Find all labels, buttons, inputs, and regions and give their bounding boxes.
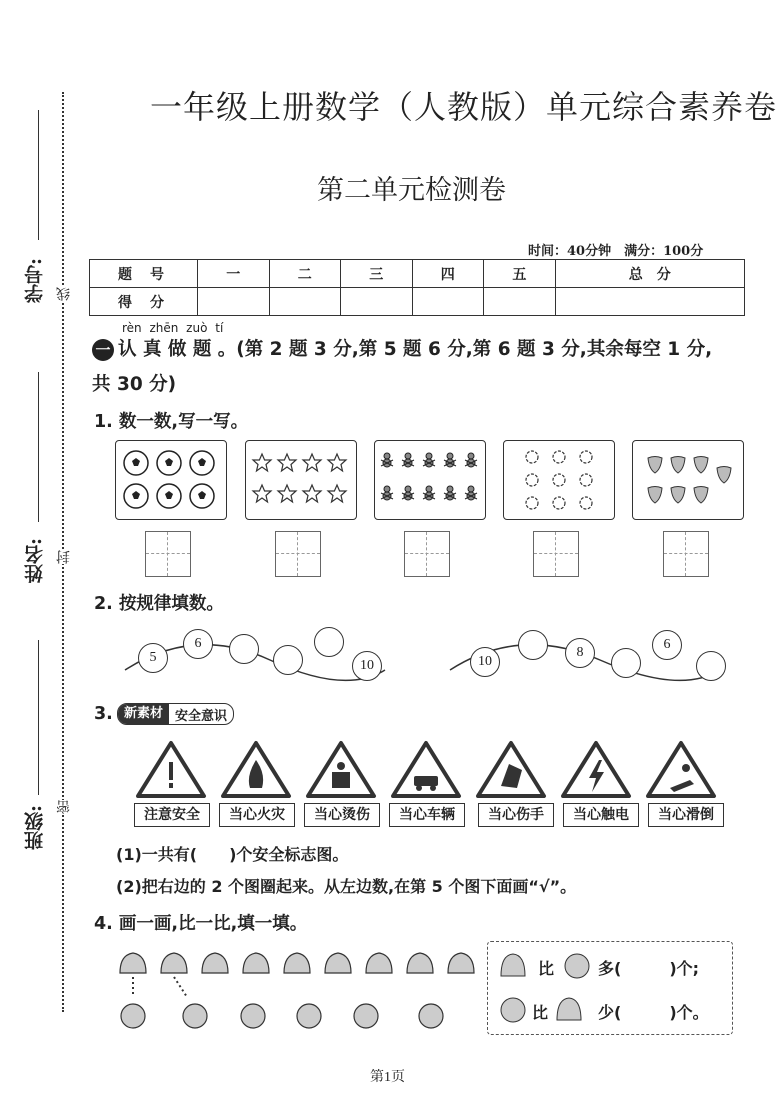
section-heading-text: 认 真 做 题 。(第 2 题 3 分,第 5 题 6 分,第 6 题 3 分,其余每空 1 分, [118, 339, 713, 360]
score-header-cell: 题号 [90, 260, 198, 288]
peaches-and-apples [115, 945, 485, 1035]
flowers-icon [504, 441, 614, 519]
score-header-cell: 四 [412, 260, 484, 288]
class-blank [38, 640, 39, 795]
fill2-compare: 比 [532, 1003, 549, 1022]
score-cell[interactable] [198, 288, 270, 316]
sign-label: 当心滑倒 [648, 803, 724, 827]
peach-icon [498, 950, 528, 980]
question-3-sub1: (1)一共有( )个安全标志图。 [116, 845, 349, 864]
page-number: 第1页 [370, 1070, 405, 1085]
chain-left-circle: 10 [352, 651, 382, 681]
score-cell[interactable] [555, 288, 744, 316]
peach-icon [554, 994, 584, 1024]
score-table-score-row [90, 288, 745, 316]
name-blank [38, 372, 39, 522]
section-number-badge: 一 [92, 339, 114, 361]
answer-box[interactable] [533, 531, 579, 577]
apple-icon [121, 1004, 443, 1028]
fill1-compare: 比 [538, 959, 555, 978]
seal-char-seal: 封 [56, 550, 72, 564]
picture-box-ants [374, 440, 486, 520]
chain-right-circle: 10 [470, 647, 500, 677]
page-subtitle: 第二单元检测卷 [317, 175, 506, 206]
score-cell[interactable] [484, 288, 556, 316]
warning-signs-row [134, 738, 744, 800]
class-label: 班级: [24, 805, 46, 851]
answer-box[interactable] [404, 531, 450, 577]
score-table [89, 259, 745, 316]
sign-label: 当心烫伤 [304, 803, 380, 827]
fill2-less[interactable]: 少( )个。 [598, 1003, 709, 1022]
answer-box[interactable] [145, 531, 191, 577]
question-4-text: 4. 画一画,比一比,填一填。 [94, 914, 308, 934]
student-id-label: 学号: [24, 258, 46, 304]
answer-box[interactable] [275, 531, 321, 577]
question-3-text: 3. [94, 704, 113, 724]
sign-label: 当心火灾 [219, 803, 295, 827]
score-cell[interactable] [341, 288, 413, 316]
score-header-cell: 一 [198, 260, 270, 288]
section-heading [92, 332, 712, 402]
picture-box-soccer-balls [115, 440, 227, 520]
picture-box-flowers [503, 440, 615, 520]
picture-box-stars [245, 440, 357, 520]
soccer-balls-icon [116, 441, 226, 519]
score-header-cell: 五 [484, 260, 556, 288]
sign-label: 当心车辆 [389, 803, 465, 827]
score-cell[interactable] [412, 288, 484, 316]
chain-right-circle[interactable] [696, 651, 726, 681]
student-id-blank [38, 110, 39, 240]
score-header-cell: 三 [341, 260, 413, 288]
answer-box[interactable] [663, 531, 709, 577]
score-header-cell: 总 分 [555, 260, 744, 288]
chain-left-circle[interactable] [229, 634, 259, 664]
apple-icon [498, 994, 528, 1024]
time-info: 时间：40分钟 满分：100分 [528, 244, 704, 259]
apple-icon [562, 950, 592, 980]
score-table-header-row [90, 260, 745, 288]
new-material-tag [117, 703, 234, 725]
chain-left-circle[interactable] [273, 645, 303, 675]
tag-safety-awareness: 安全意识 [175, 708, 228, 724]
question-2-text: 2. 按规律填数。 [94, 594, 224, 614]
score-row-label: 得分 [90, 288, 198, 316]
picture-box-strawberries [632, 440, 744, 520]
chain-left-circle: 5 [138, 643, 168, 673]
seal-char-line: 线 [56, 287, 72, 301]
tag-new-material: 新素材 [118, 704, 169, 724]
vehicle-hazard-icon [393, 743, 459, 796]
fill1-more[interactable]: 多( )个; [598, 959, 700, 978]
seal-char-secret: 密 [56, 800, 72, 814]
sign-label: 当心伤手 [478, 803, 554, 827]
chain-left-circle[interactable] [314, 627, 344, 657]
question-3-sub2: (2)把右边的 2 个图圈起来。从左边数,在第 5 个图下面画“√”。 [116, 877, 577, 896]
strawberries-icon [633, 441, 743, 519]
question-1-text: 1. 数一数,写一写。 [94, 412, 249, 432]
stars-icon [246, 441, 356, 519]
section-pinyin: rèn zhēn zuò tí [122, 321, 224, 335]
name-label: 姓名: [24, 538, 46, 584]
chain-right-circle[interactable] [611, 648, 641, 678]
chain-right-circle: 8 [565, 638, 595, 668]
chain-right-circle[interactable] [518, 630, 548, 660]
compare-fill-box [487, 941, 733, 1035]
sign-label: 当心触电 [563, 803, 639, 827]
score-cell[interactable] [269, 288, 341, 316]
ants-icon [375, 441, 485, 519]
chain-right-circle: 6 [652, 630, 682, 660]
peach-icon [120, 953, 474, 973]
score-header-cell: 二 [269, 260, 341, 288]
sign-label: 注意安全 [134, 803, 210, 827]
section-heading-cont: 共 30 分) [92, 374, 177, 396]
chain-left-circle: 6 [183, 629, 213, 659]
page-title: 一年级上册数学（人教版）单元综合素养卷 [150, 88, 778, 126]
